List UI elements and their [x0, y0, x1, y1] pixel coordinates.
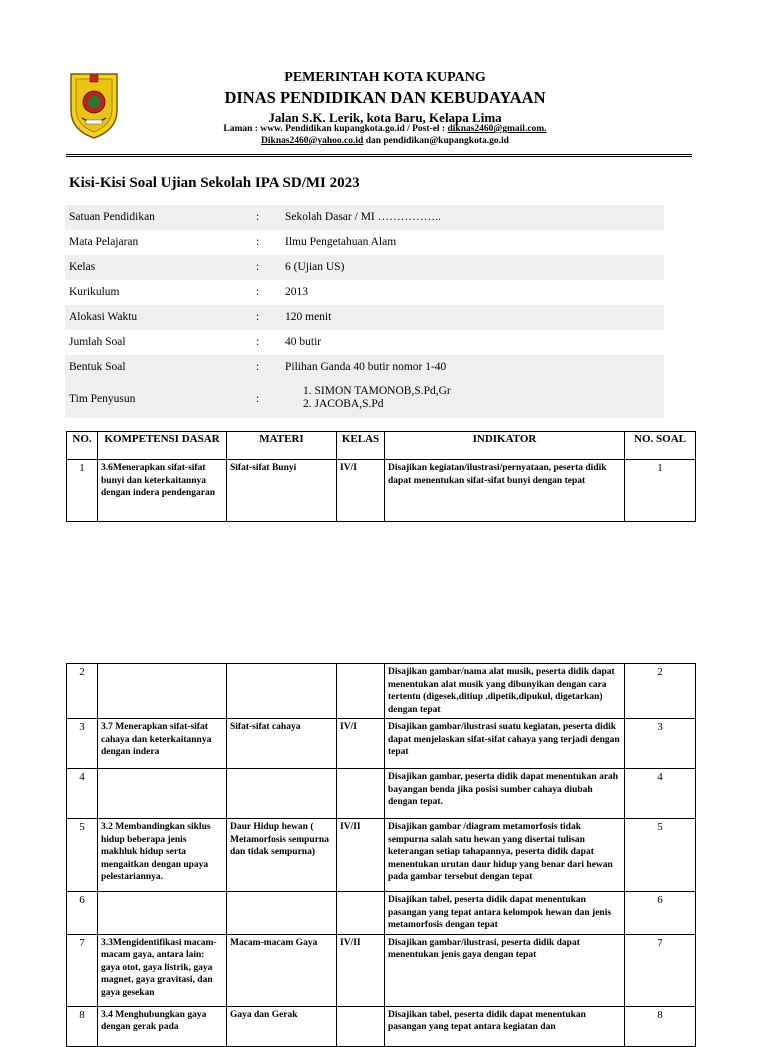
info-colon: :	[256, 336, 260, 348]
other-email-text: dan pendidikan@kupangkota.go.id	[363, 136, 509, 146]
gmail-email-link[interactable]: diknas2460@gmail.com.	[447, 124, 547, 134]
cell-no-soal: 5	[625, 819, 696, 892]
cell-kd: 3.7 Menerapkan sifat-sifat cahaya dan keterkaitannya dengan indera	[98, 719, 227, 769]
cell-materi	[227, 664, 337, 719]
info-label: Kurikulum	[69, 286, 120, 298]
cell-materi: Daur Hidup hewan ( Metamorfosis sempurna dan tidak sempurna)	[227, 819, 337, 892]
info-label: Alokasi Waktu	[69, 311, 138, 323]
cell-no-soal: 2	[625, 664, 696, 719]
cell-indikator: Disajikan gambar, peserta didik dapat menentukan arah bayangan benda jika posisi sumber cahaya diubah dengan tepat.	[385, 769, 625, 819]
table-row	[67, 819, 696, 892]
team-member: 2. JACOBA,S.Pd	[303, 398, 384, 410]
info-value: Pilihan Ganda 40 butir nomor 1-40	[285, 361, 447, 373]
info-colon: :	[256, 393, 260, 405]
identity-info-table	[65, 205, 664, 418]
info-row	[65, 355, 664, 380]
info-row	[65, 330, 664, 355]
info-colon: :	[256, 236, 260, 248]
cell-no-soal: 4	[625, 769, 696, 819]
info-value: 6 (Ujian US)	[285, 261, 345, 273]
cell-no: 5	[67, 819, 98, 892]
table-row	[67, 892, 696, 935]
cell-kelas	[337, 892, 385, 935]
header-divider-2	[66, 156, 692, 157]
cell-materi: Macam-macam Gaya	[227, 934, 337, 1006]
col-header-materi: MATERI	[227, 432, 337, 460]
cell-kelas: IV/II	[337, 819, 385, 892]
table-row	[67, 769, 696, 819]
info-label: Jumlah Soal	[69, 336, 126, 348]
cell-no-soal: 3	[625, 719, 696, 769]
cell-indikator: Disajikan gambar/nama alat musik, peserta didik dapat menentukan alat musik yang dibunyikan dengan cara tertentu (digesek,ditiup ,dipetik,dipukul, digetarkan) dengan tepat	[385, 664, 625, 719]
info-label: Tim Penyusun	[69, 393, 136, 405]
table-row	[67, 719, 696, 769]
website-text: Laman : www. Pendidikan kupangkota.go.id / Post-el :	[223, 124, 448, 134]
cell-indikator: Disajikan gambar/ilustrasi suatu kegiatan, peserta didik dapat menjelaskan sifat-sifat cahaya yang terjadi dengan tepat	[385, 719, 625, 769]
address-line: Jalan S.K. Lerik, kota Baru, Kelapa Lima	[268, 110, 502, 125]
cell-materi: Gaya dan Gerak	[227, 1006, 337, 1046]
team-member: 1. SIMON TAMONOB,S.Pd,Gr	[303, 385, 451, 397]
info-value: 120 menit	[285, 311, 332, 323]
table-row	[67, 934, 696, 1006]
info-row	[65, 280, 664, 305]
cell-materi	[227, 892, 337, 935]
cell-no: 3	[67, 719, 98, 769]
cell-kd	[98, 769, 227, 819]
col-header-kelas: KELAS	[337, 432, 385, 460]
cell-no-soal: 8	[625, 1006, 696, 1046]
cell-no: 4	[67, 769, 98, 819]
cell-no: 6	[67, 892, 98, 935]
cell-kelas	[337, 664, 385, 719]
info-colon: :	[256, 211, 260, 223]
cell-materi	[227, 769, 337, 819]
cell-no-soal: 1	[625, 460, 696, 522]
cell-kelas	[337, 769, 385, 819]
cell-kd: 3.2 Membandingkan siklus hidup beberapa jenis makhluk hidup serta mengaitkan dengan upaya pelestariannya.	[98, 819, 227, 892]
website-email-line	[130, 124, 640, 134]
cell-kelas: IV/I	[337, 460, 385, 522]
department-name: DINAS PENDIDIKAN DAN KEBUDAYAAN	[224, 88, 546, 107]
info-row	[65, 255, 664, 280]
cell-materi: Sifat-sifat Bunyi	[227, 460, 337, 522]
cell-indikator: Disajikan tabel, peserta didik dapat menentukan pasangan yang tepat antara kelompok hewan dan jenis metamorfosis dengan tepat	[385, 892, 625, 935]
info-value: 40 butir	[285, 336, 322, 348]
info-row	[65, 380, 664, 418]
cell-indikator: Disajikan tabel, peserta didik dapat menentukan pasangan yang tepat antara kegiatan dan	[385, 1006, 625, 1046]
info-colon: :	[256, 311, 260, 323]
col-header-no-soal: NO. SOAL	[625, 432, 696, 460]
cell-kd: 3.6Menerapkan sifat-sifat bunyi dan keterkaitannya dengan indera pendengaran	[98, 460, 227, 522]
table-row	[67, 460, 696, 522]
cell-materi: Sifat-sifat cahaya	[227, 719, 337, 769]
kisi-kisi-table-page1	[66, 431, 696, 522]
kisi-kisi-table-page2	[66, 663, 696, 1047]
cell-no-soal: 7	[625, 934, 696, 1006]
info-row	[65, 230, 664, 255]
government-name: PEMERINTAH KOTA KUPANG	[284, 70, 486, 85]
cell-indikator: Disajikan gambar /diagram metamorfosis tidak sempurna salah satu hewan yang disertai tulisan keterangan setiap tahapannya, peserta didik dapat menentukan urutan daur hidup yang benar dari hewan pada gambar tersebut dengan tepat	[385, 819, 625, 892]
cell-indikator: Disajikan kegiatan/ilustrasi/pernyataan, peserta didik dapat menentukan sifat-sifat bunyi dengan tepat	[385, 460, 625, 522]
document-title: Kisi-Kisi Soal Ujian Sekolah IPA SD/MI 2023	[69, 175, 360, 191]
info-label: Bentuk Soal	[69, 361, 126, 373]
info-value: Sekolah Dasar / MI ……………..	[285, 211, 441, 223]
info-value: Ilmu Pengetahuan Alam	[285, 236, 397, 248]
cell-no: 2	[67, 664, 98, 719]
info-colon: :	[256, 361, 260, 373]
info-value: 2013	[285, 286, 308, 298]
cell-kd	[98, 892, 227, 935]
col-header-no: NO.	[67, 432, 98, 460]
cell-kelas: IV/I	[337, 719, 385, 769]
col-header-kompetensi-dasar: KOMPETENSI DASAR	[98, 432, 227, 460]
table-row	[67, 664, 696, 719]
cell-kd: 3.3Mengidentifikasi macam-macam gaya, antara lain: gaya otot, gaya listrik, gaya magnet, gaya gravitasi, dan gaya gesekan	[98, 934, 227, 1006]
cell-kelas: IV/II	[337, 934, 385, 1006]
cell-indikator: Disajikan gambar/ilustrasi, peserta didik dapat menentukan jenis gaya dengan tepat	[385, 934, 625, 1006]
col-header-indikator: INDIKATOR	[385, 432, 625, 460]
yahoo-email-link[interactable]: Diknas2460@yahoo.co.id	[261, 136, 364, 146]
info-row	[65, 305, 664, 330]
info-label: Satuan Pendidikan	[69, 211, 155, 223]
cell-kd: 3.4 Menghubungkan gaya dengan gerak pada	[98, 1006, 227, 1046]
info-colon: :	[256, 261, 260, 273]
cell-no: 1	[67, 460, 98, 522]
info-row	[65, 205, 664, 230]
team-member-list	[303, 385, 451, 411]
cell-kd	[98, 664, 227, 719]
info-label: Mata Pelajaran	[69, 236, 139, 248]
table-row	[67, 1006, 696, 1046]
email-line-2	[130, 136, 640, 146]
cell-no-soal: 6	[625, 892, 696, 935]
info-colon: :	[256, 286, 260, 298]
header-divider	[66, 154, 692, 155]
cell-no: 7	[67, 934, 98, 1006]
cell-kelas	[337, 1006, 385, 1046]
cell-no: 8	[67, 1006, 98, 1046]
kupang-city-emblem-logo	[68, 70, 120, 140]
info-label: Kelas	[69, 261, 96, 273]
